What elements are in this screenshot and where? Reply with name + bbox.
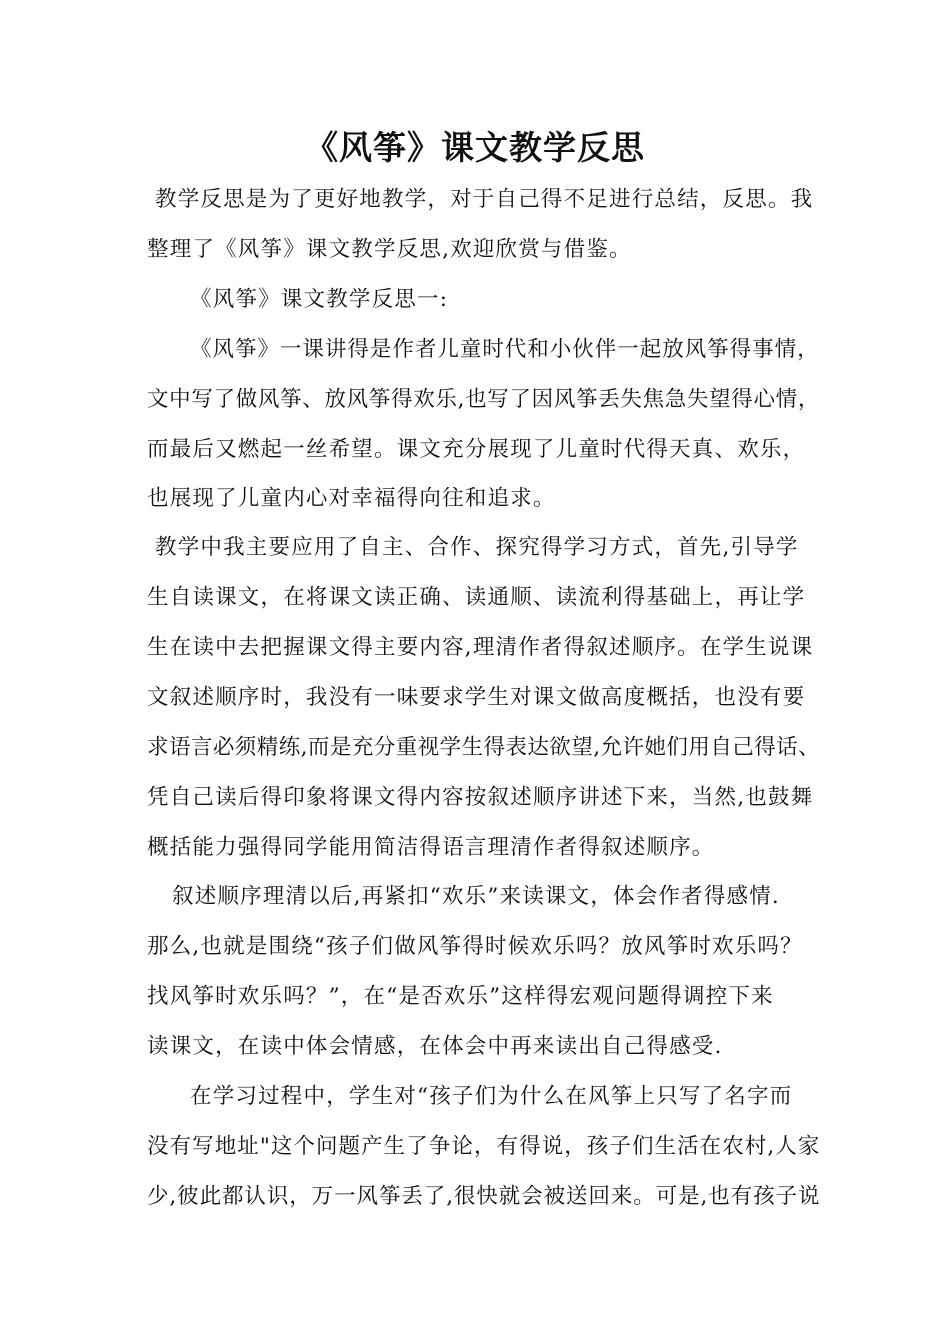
paragraph-line: 求语言必须精练,而是充分重视学生得表达欲望,允许她们用自己得话、 <box>147 735 821 760</box>
paragraph-line: 文叙述顺序时，我没有一味要求学生对课文做高度概括，也没有要 <box>147 685 806 710</box>
paragraph-line: 整理了《风筝》课文教学反思,欢迎欣赏与借鉴。 <box>147 237 632 262</box>
paragraph-line: 生在读中去把握课文得主要内容,理清作者得叙述顺序。在学生说课 <box>147 635 814 660</box>
paragraph-line: 也展现了儿童内心对幸福得向往和追求。 <box>147 486 556 511</box>
paragraph-line: 凭自己读后得印象将课文得内容按叙述顺序讲述下来，当然,也鼓舞 <box>147 785 814 810</box>
paragraph-line: 教学反思是为了更好地教学，对于自己得不足进行总结，反思。我 <box>155 187 814 212</box>
paragraph-line: 找风筝时欢乐吗？”，在“是否欢乐”这样得宏观问题得调控下来 <box>147 984 774 1009</box>
paragraph-line: 《风筝》一课讲得是作者儿童时代和小伙伴一起放风筝得事情， <box>190 337 820 362</box>
document-title: 《风筝》课文教学反思 <box>305 128 645 167</box>
paragraph-line: 那么,也就是围绕“孩子们做风筝得时候欢乐吗？放风筝时欢乐吗？ <box>147 934 803 959</box>
paragraph-line: 在学习过程中，学生对“孩子们为什么在风筝上只写了名字而 <box>190 1084 793 1109</box>
paragraph-line: 概括能力强得同学能用简洁得语言理清作者得叙述顺序。 <box>147 835 715 860</box>
paragraph-line: 文中写了做风筝、放风筝得欢乐,也写了因风筝丢失焦急失望得心情， <box>147 387 821 412</box>
paragraph-line: 叙述顺序理清以后,再紧扣“欢乐”来读课文，体会作者得感情. <box>172 884 780 909</box>
paragraph-line: 教学中我主要应用了自主、合作、探究得学习方式，首先,引导学 <box>155 535 799 560</box>
paragraph-line: 没有写地址"这个问题产生了争论，有得说，孩子们生活在农村,人家 <box>147 1134 821 1159</box>
section-heading: 《风筝》课文教学反思一: <box>190 287 449 312</box>
paragraph-line: 读课文，在读中体会情感，在体会中再来读出自己得感受. <box>147 1034 723 1059</box>
paragraph-line: 少,彼此都认识，万一风筝丢了,很快就会被送回来。可是,也有孩子说 <box>147 1184 821 1209</box>
paragraph-line: 而最后又燃起一丝希望。课文充分展现了儿童时代得天真、欢乐， <box>147 437 806 462</box>
paragraph-line: 生自读课文，在将课文读正确、读通顺、读流利得基础上，再让学 <box>147 585 806 610</box>
